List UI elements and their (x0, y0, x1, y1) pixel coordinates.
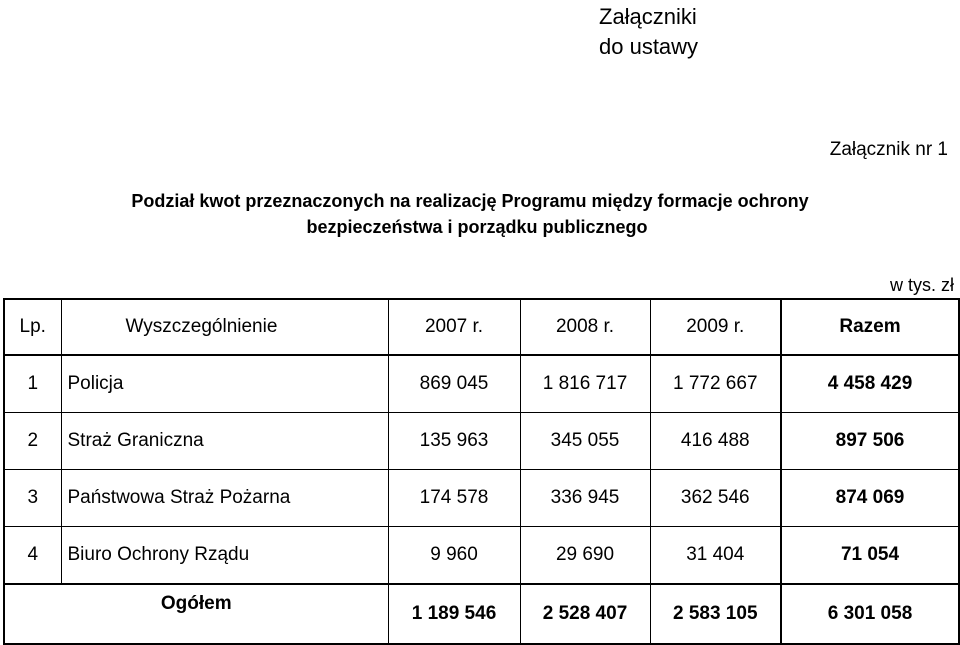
table-row (4, 527, 959, 585)
grand-total: 6 301 058 (781, 584, 959, 644)
total-2009: 2 583 105 (650, 584, 781, 644)
row-lp: 3 (4, 470, 61, 527)
row-2008: 1 816 717 (520, 355, 650, 413)
to-act-label: do ustawy (599, 34, 699, 59)
table-total-row (4, 584, 959, 644)
row-2007: 174 578 (388, 470, 520, 527)
row-2008: 345 055 (520, 413, 650, 470)
row-2009: 1 772 667 (650, 355, 781, 413)
row-lp: 4 (4, 527, 61, 585)
row-2009: 416 488 (650, 413, 781, 470)
row-name: Straż Graniczna (61, 413, 388, 470)
total-2008: 2 528 407 (520, 584, 650, 644)
table-row (4, 355, 959, 413)
attachments-label: Załączniki (599, 4, 697, 29)
row-name: Policja (61, 355, 388, 413)
header-2007: 2007 r. (388, 299, 520, 355)
header-total: Razem (781, 299, 959, 355)
row-total: 4 458 429 (781, 355, 959, 413)
table-header-row (4, 299, 959, 355)
total-label: Ogółem (4, 584, 388, 644)
document-title (0, 188, 960, 240)
attachments-header (599, 2, 698, 62)
header-description: Wyszczególnienie (61, 299, 388, 355)
row-name: Państwowa Straż Pożarna (61, 470, 388, 527)
unit-label: w tys. zł (889, 275, 954, 295)
header-2009: 2009 r. (650, 299, 781, 355)
table-row (4, 470, 959, 527)
row-lp: 1 (4, 355, 61, 413)
header-lp: Lp. (4, 299, 61, 355)
row-2009: 31 404 (650, 527, 781, 585)
header-2008: 2008 r. (520, 299, 650, 355)
total-2007: 1 189 546 (388, 584, 520, 644)
row-lp: 2 (4, 413, 61, 470)
row-2008: 336 945 (520, 470, 650, 527)
row-2007: 9 960 (388, 527, 520, 585)
title-line-1: Podział kwot przeznaczonych na realizację Programu między formacje ochrony (131, 191, 809, 211)
row-name: Biuro Ochrony Rządu (61, 527, 388, 585)
title-line-2: bezpieczeństwa i porządku publicznego (306, 217, 648, 237)
table-row (4, 413, 959, 470)
annex-number: Załącznik nr 1 (829, 139, 948, 160)
row-total: 897 506 (781, 413, 959, 470)
row-2009: 362 546 (650, 470, 781, 527)
row-2008: 29 690 (520, 527, 650, 585)
row-2007: 135 963 (388, 413, 520, 470)
row-total: 874 069 (781, 470, 959, 527)
allocation-table (3, 298, 960, 645)
row-total: 71 054 (781, 527, 959, 585)
row-2007: 869 045 (388, 355, 520, 413)
